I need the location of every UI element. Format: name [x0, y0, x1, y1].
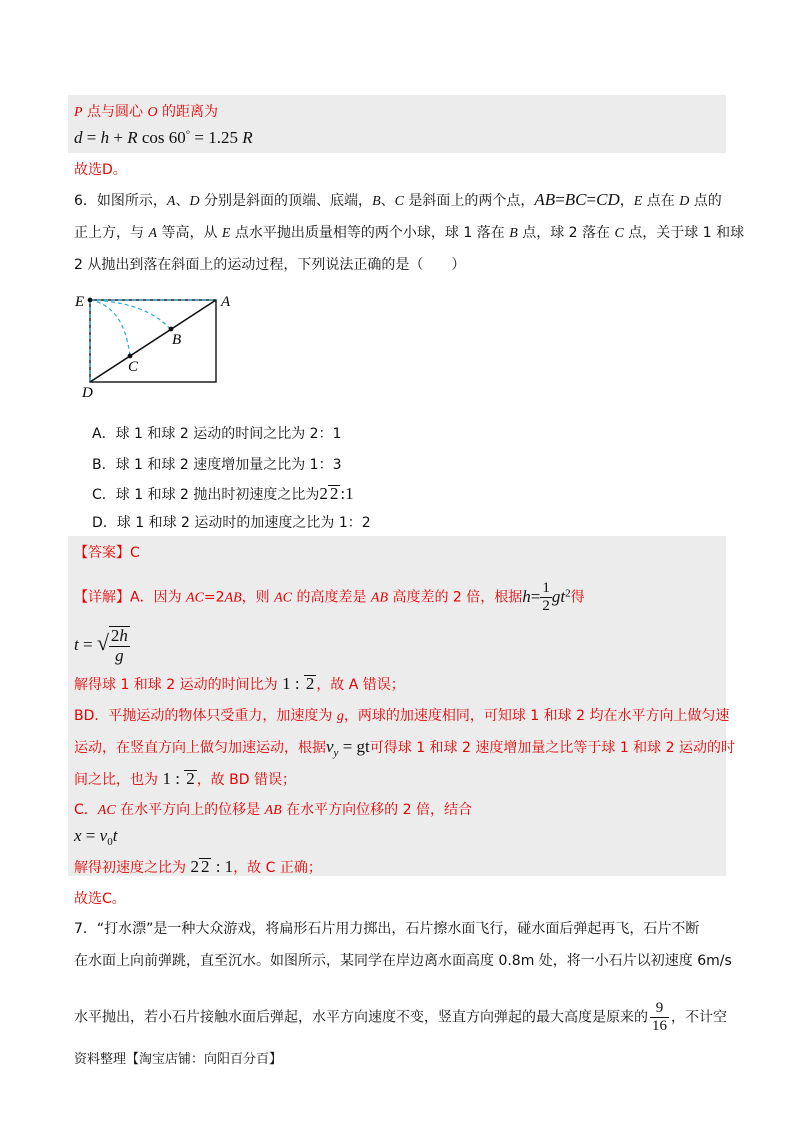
label-A: A	[221, 294, 231, 310]
answer6-a-result: 解得球 1 和球 2 运动的时间比为 1 : 2 ，故 A 错误；	[74, 674, 405, 693]
point-E	[88, 298, 93, 303]
option-b[interactable]: B．球 1 和球 2 速度增加量之比为 1：3	[92, 457, 342, 473]
q7-line3: 水平抛出，若小石片接触水面后弹起，水平方向速度不变，竖直方向弹起的最大高度是原来的 $\frac{9}{16}$ ，不计空	[74, 1000, 727, 1034]
point-C	[128, 354, 133, 359]
answer6-detail-line: 【详解】A．因为 AC=2AB，则 AC 的高度差是 AB 高度差的 2 倍，根据h= $\frac{1}{2}$ $gt^2$得	[74, 580, 585, 614]
q7-line2: 在水面上向前弹跳，直至沉水。如图所示，某同学在岸边离水面高度 0.8m 处，将一小石片以初速度 6m/s	[74, 953, 732, 969]
trajectory-ball-2	[90, 300, 130, 356]
x-formula: $x = v_0t$	[74, 826, 118, 848]
solution5-conclusion: 故选D。	[74, 162, 127, 178]
answer6-bd-line2: 运动，在竖直方向上做匀加速运动，根据$v_y$ = gt可得球 1 和球 2 速度增加量之比等于球 1 和球 2 运动的时	[74, 737, 735, 759]
answer6-bd-line3: 间之比，也为 1 : 2 ，故 BD 错误；	[74, 769, 296, 788]
solution5-formula: d = h + R cos 60° = 1.25 R	[74, 128, 253, 147]
option-a[interactable]: A．球 1 和球 2 运动的时间之比为 2：1	[92, 426, 342, 442]
point-B	[169, 327, 174, 332]
answer6-conclusion: 故选C。	[74, 891, 126, 907]
label-E: E	[75, 294, 85, 310]
answer6-c-result: 解得初速度之比为 2 2 : 1，故 C 正确；	[74, 857, 322, 876]
solution5-p-line: P 点与圆心 O 的距离为	[74, 104, 219, 120]
q6-figure	[72, 288, 242, 398]
q6-line3: 2 从抛出到落在斜面上的运动过程，下列说法正确的是（ ）	[74, 257, 466, 273]
t-formula: t = √ $\frac{2h}{g}$	[74, 626, 128, 665]
option-d[interactable]: D．球 1 和球 2 运动时的加速度之比为 1：2	[92, 515, 371, 531]
answer6-c-line: C．AC 在水平方向上的位移是 AB 在水平方向位移的 2 倍，结合	[74, 802, 472, 818]
label-B: B	[172, 332, 182, 348]
incline-line	[90, 300, 216, 382]
q6-line2: 正上方，与 A 等高，从 E 点水平抛出质量相等的两个小球，球 1 落在 B 点，球 2 落在 C 点，关于球 1 和球	[74, 225, 745, 241]
q6-line1: 6．如图所示，A、D 分别是斜面的顶端、底端，B、C 是斜面上的两个点，AB=BC=CD，E 点在 D 点的	[74, 190, 722, 209]
label-D: D	[82, 385, 93, 398]
answer6-bd-line1: BD．平抛运动的物体只受重力，加速度为 g，两球的加速度相同，可知球 1 和球 2 均在水平方向上做匀速	[74, 708, 730, 724]
trajectory-ball-1	[90, 300, 171, 330]
answer6-label: 【答案】C	[74, 545, 140, 561]
footer-text: 资料整理【淘宝店铺：向阳百分百】	[74, 1052, 283, 1067]
q7-line1: 7．“打水漂”是一种大众游戏，将扁形石片用力掷出，石片擦水面飞行，碰水面后弹起再飞，石片不断	[74, 921, 700, 937]
option-c[interactable]: C．球 1 和球 2 抛出时初速度之比为2 2 :1	[92, 484, 354, 503]
label-C: C	[128, 359, 139, 375]
